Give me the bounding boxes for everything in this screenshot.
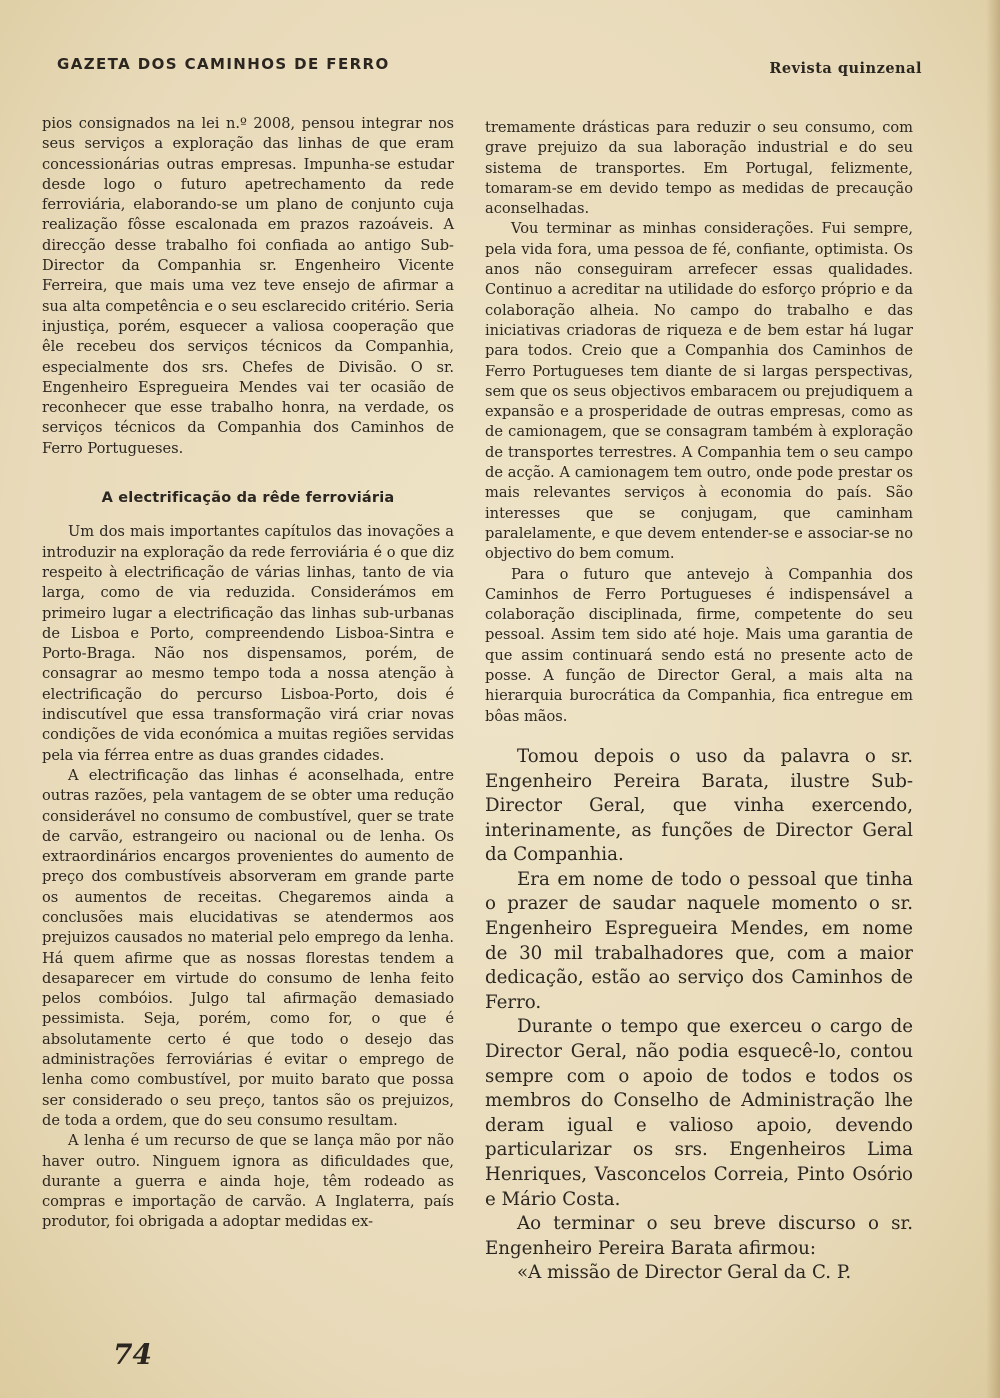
page-number: 74 [113,1338,152,1371]
left-paragraph-1: pios consignados na lei n.º 2008, pensou integrar nos seus serviços a exploração das linhas de que eram concessionárias outras empresas. Impunha-se estudar desde logo o futuro apetrechamento da rede ferroviária, elaborando-se um plano de conjunto cuja realização fôsse escalonada em prazos razoáveis. A direcção desse trabalho foi confiada ao antigo Sub-Director da Companhia sr. Engenheiro Vicente Ferreira, que mais uma vez teve ensejo de afirmar a sua alta competência e o seu esclarecido critério. Seria injustiça, porém, esquecer a valiosa cooperação que êle recebeu dos serviços técnicos da Companhia, especialmente dos srs. Chefes de Divisão. O sr. Engenheiro Espregueira Mendes vai ter ocasião de reconhecer que esse trabalho honra, na verdade, os serviços técnicos da Companhia dos Caminhos de Ferro Portugueses. [42,115,454,457]
page-edge-shadow [986,0,1000,1398]
magazine-subtitle: Revista quinzenal [769,60,922,77]
speech-paragraph-5: «A missão de Director Geral da C. P. [517,1262,852,1284]
left-paragraph-2: Um dos mais importantes capítulos das inovações a introduzir na exploração da rede ferroviária é o que diz respeito à electrificação de várias linhas, tanto de via larga, como de via reduzida. Considerámos em primeiro lugar a electrificação das linhas sub-urbanas de Lisboa e Porto, compreendendo Lisboa-Sintra e Porto-Braga. Não nos dispensamos, porém, de consagrar ao mesmo tempo toda a nossa atenção à electrificação do percurso Lisboa-Porto, dois é indiscutível que essa transformação virá criar novas condições de vida económica a muitas regiões servidas pela via férrea entre as duas grandes cidades. [42,523,454,764]
speech-paragraph-3: Durante o tempo que exerceu o cargo de Director Geral, não podia esquecê-lo, contou sempre com o apoio de todos e todos os membros do Conselho de Administração lhe deram igual e valioso apoio, devendo particularizar os srs. Engenheiros Lima Henriques, Vasconcelos Correia, Pinto Osório e Mário Costa. [485,1016,913,1210]
section-title: A electrificação da rêde ferroviária [101,490,395,507]
left-paragraph-4: A lenha é um recurso de que se lança mão por não haver outro. Ninguem ignora as dificuldades que, durante a guerra e ainda hoje, têm rodeado as compras e importação de carvão. A Inglaterra, país produtor, foi obrigada a adoptar medidas ex- [42,1132,454,1231]
right-paragraph-1: tremamente drásticas para reduzir o seu consumo, com grave prejuizo da sua laboração industrial e do seu sistema de transportes. Em Portugal, felizmente, tomaram-se em devido tempo as medidas de precaução aconselhadas. [485,119,913,218]
right-paragraph-2: Vou terminar as minhas considerações. Fui sempre, pela vida fora, uma pessoa de fé, confiante, optimista. Os anos não conseguiram arrefecer essas qualidades. Continuo a acreditar na utilidade do esforço próprio e da colaboração alheia. No campo do trabalho e das iniciativas criadoras de riqueza e de bem estar há lugar para todos. Creio que a Companhia dos Caminhos de Ferro Portugueses tem diante de si largas perspectivas, sem que os seus objectivos embaracem ou prejudiquem a expansão e a prosperidade de outras empresas, como as de camionagem, que se consagram também à exploração de transportes terrestres. A Companhia tem o seu campo de acção. A camionagem tem outro, onde pode prestar os mais relevantes serviços à economia do país. São interesses que se conjugam, que caminham paralelamente, e que devem entender-se e associar-se no objectivo do bem comum. [485,220,913,563]
speech-section [485,745,913,1286]
magazine-title: GAZETA DOS CAMINHOS DE FERRO [57,55,390,73]
right-paragraph-3: Para o futuro que antevejo à Companhia dos Caminhos de Ferro Portugueses é indispensável a colaboração disciplinada, firme, competente do seu pessoal. Assim tem sido até hoje. Mais uma garantia de que assim continuará sendo está no presente acto de posse. A função de Director Geral, a mais alta na hierarquia burocrática da Companhia, fica entregue em bôas mãos. [485,565,913,725]
speech-paragraph-4: Ao terminar o seu breve discurso o sr. Engenheiro Pereira Barata afirmou: [485,1213,913,1259]
left-paragraph-3: A electrificação das linhas é aconselhada, entre outras razões, pela vantagem de se obter uma redução considerável no consumo de combustível, quer se trate de carvão, estrangeiro ou nacional ou de lenha. Os extraordinários encargos provenientes do aumento de preço dos combustíveis absorveram em grande parte os aumentos de receitas. Chegaremos ainda a conclusões mais elucidativas se atendermos aos prejuizos causados no material pelo emprego da lenha. Há quem afirme que as nossas florestas tendem a desaparecer em virtude do consumo de lenha feito pelos combóios. Julgo tal afirmação demasiado pessimista. Seja, porém, como for, o que é absolutamente certo é que todo o desejo das administrações ferroviárias é evitar o emprego de lenha como combustível, por muito barato que possa ser considerado o seu preço, tantos são os prejuizos, de toda a ordem, que do seu consumo resultam. [42,766,454,1129]
speech-paragraph-1: Tomou depois o uso da palavra o sr. Engenheiro Pereira Barata, ilustre Sub-Director Geral, que vinha exercendo, interinamente, as funções de Director Geral da Companhia. [485,745,913,866]
right-column [485,118,913,1286]
left-column [42,114,454,1233]
speech-paragraph-2: Era em nome de todo o pessoal que tinha o prazer de saudar naquele momento o sr. Engenheiro Espregueira Mendes, em nome de 30 mil trabalhadores que, com a maior dedicação, estão ao serviço dos Caminhos de Ferro. [485,868,913,1013]
